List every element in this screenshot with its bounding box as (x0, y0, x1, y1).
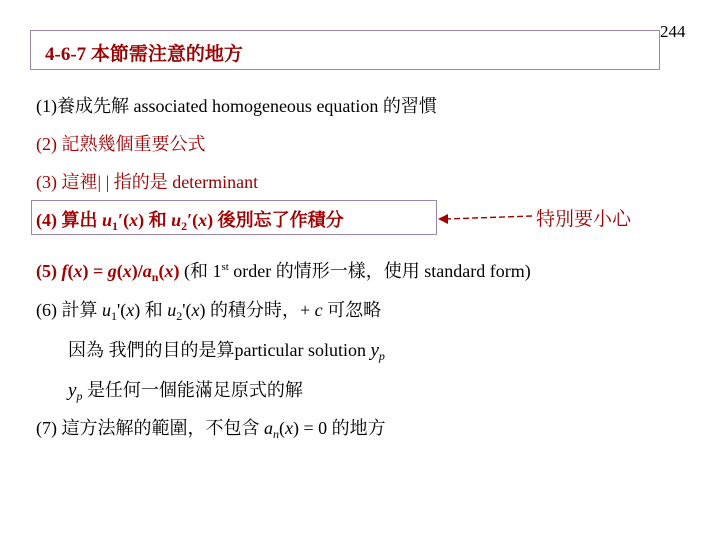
item-6-reason: 因為 我們的目的是算particular solution $y_p$ (68, 340, 385, 363)
title-box (30, 30, 660, 70)
item-6-definition: $y_p$ 是任何一個能滿足原式的解 (68, 380, 303, 403)
item-7: (7) 這方法解的範圍，不包含 $a_n(x) = 0$ 的地方 (36, 418, 386, 441)
item-3: (3) 這裡| | 指的是 determinant (36, 172, 259, 192)
item-6: (6) 計算 $u_1'(x)$ 和 $u_2'(x)$ 的積分時，+ c 可忽略 (36, 300, 382, 323)
item-1: (1)養成先解 associated homogeneous equation 的習慣 (36, 96, 437, 116)
slide-title: 4-6-7 本節需注意的地方 (45, 44, 243, 65)
page-number: 244 (660, 22, 686, 41)
item-4: (4) 算出 $u_1'(x)$ 和 $u_2'(x)$ 後別忘了作積分 (36, 210, 344, 233)
item-2: (2) 記熟幾個重要公式 (36, 134, 206, 154)
note-careful: 特別要小心 (536, 209, 632, 230)
item-5: (5) $f(x) = g(x)/a_n(x)$ (和 1st order 的情形一樣，使用 standard form) (36, 261, 531, 284)
arrow-icon (436, 206, 536, 236)
